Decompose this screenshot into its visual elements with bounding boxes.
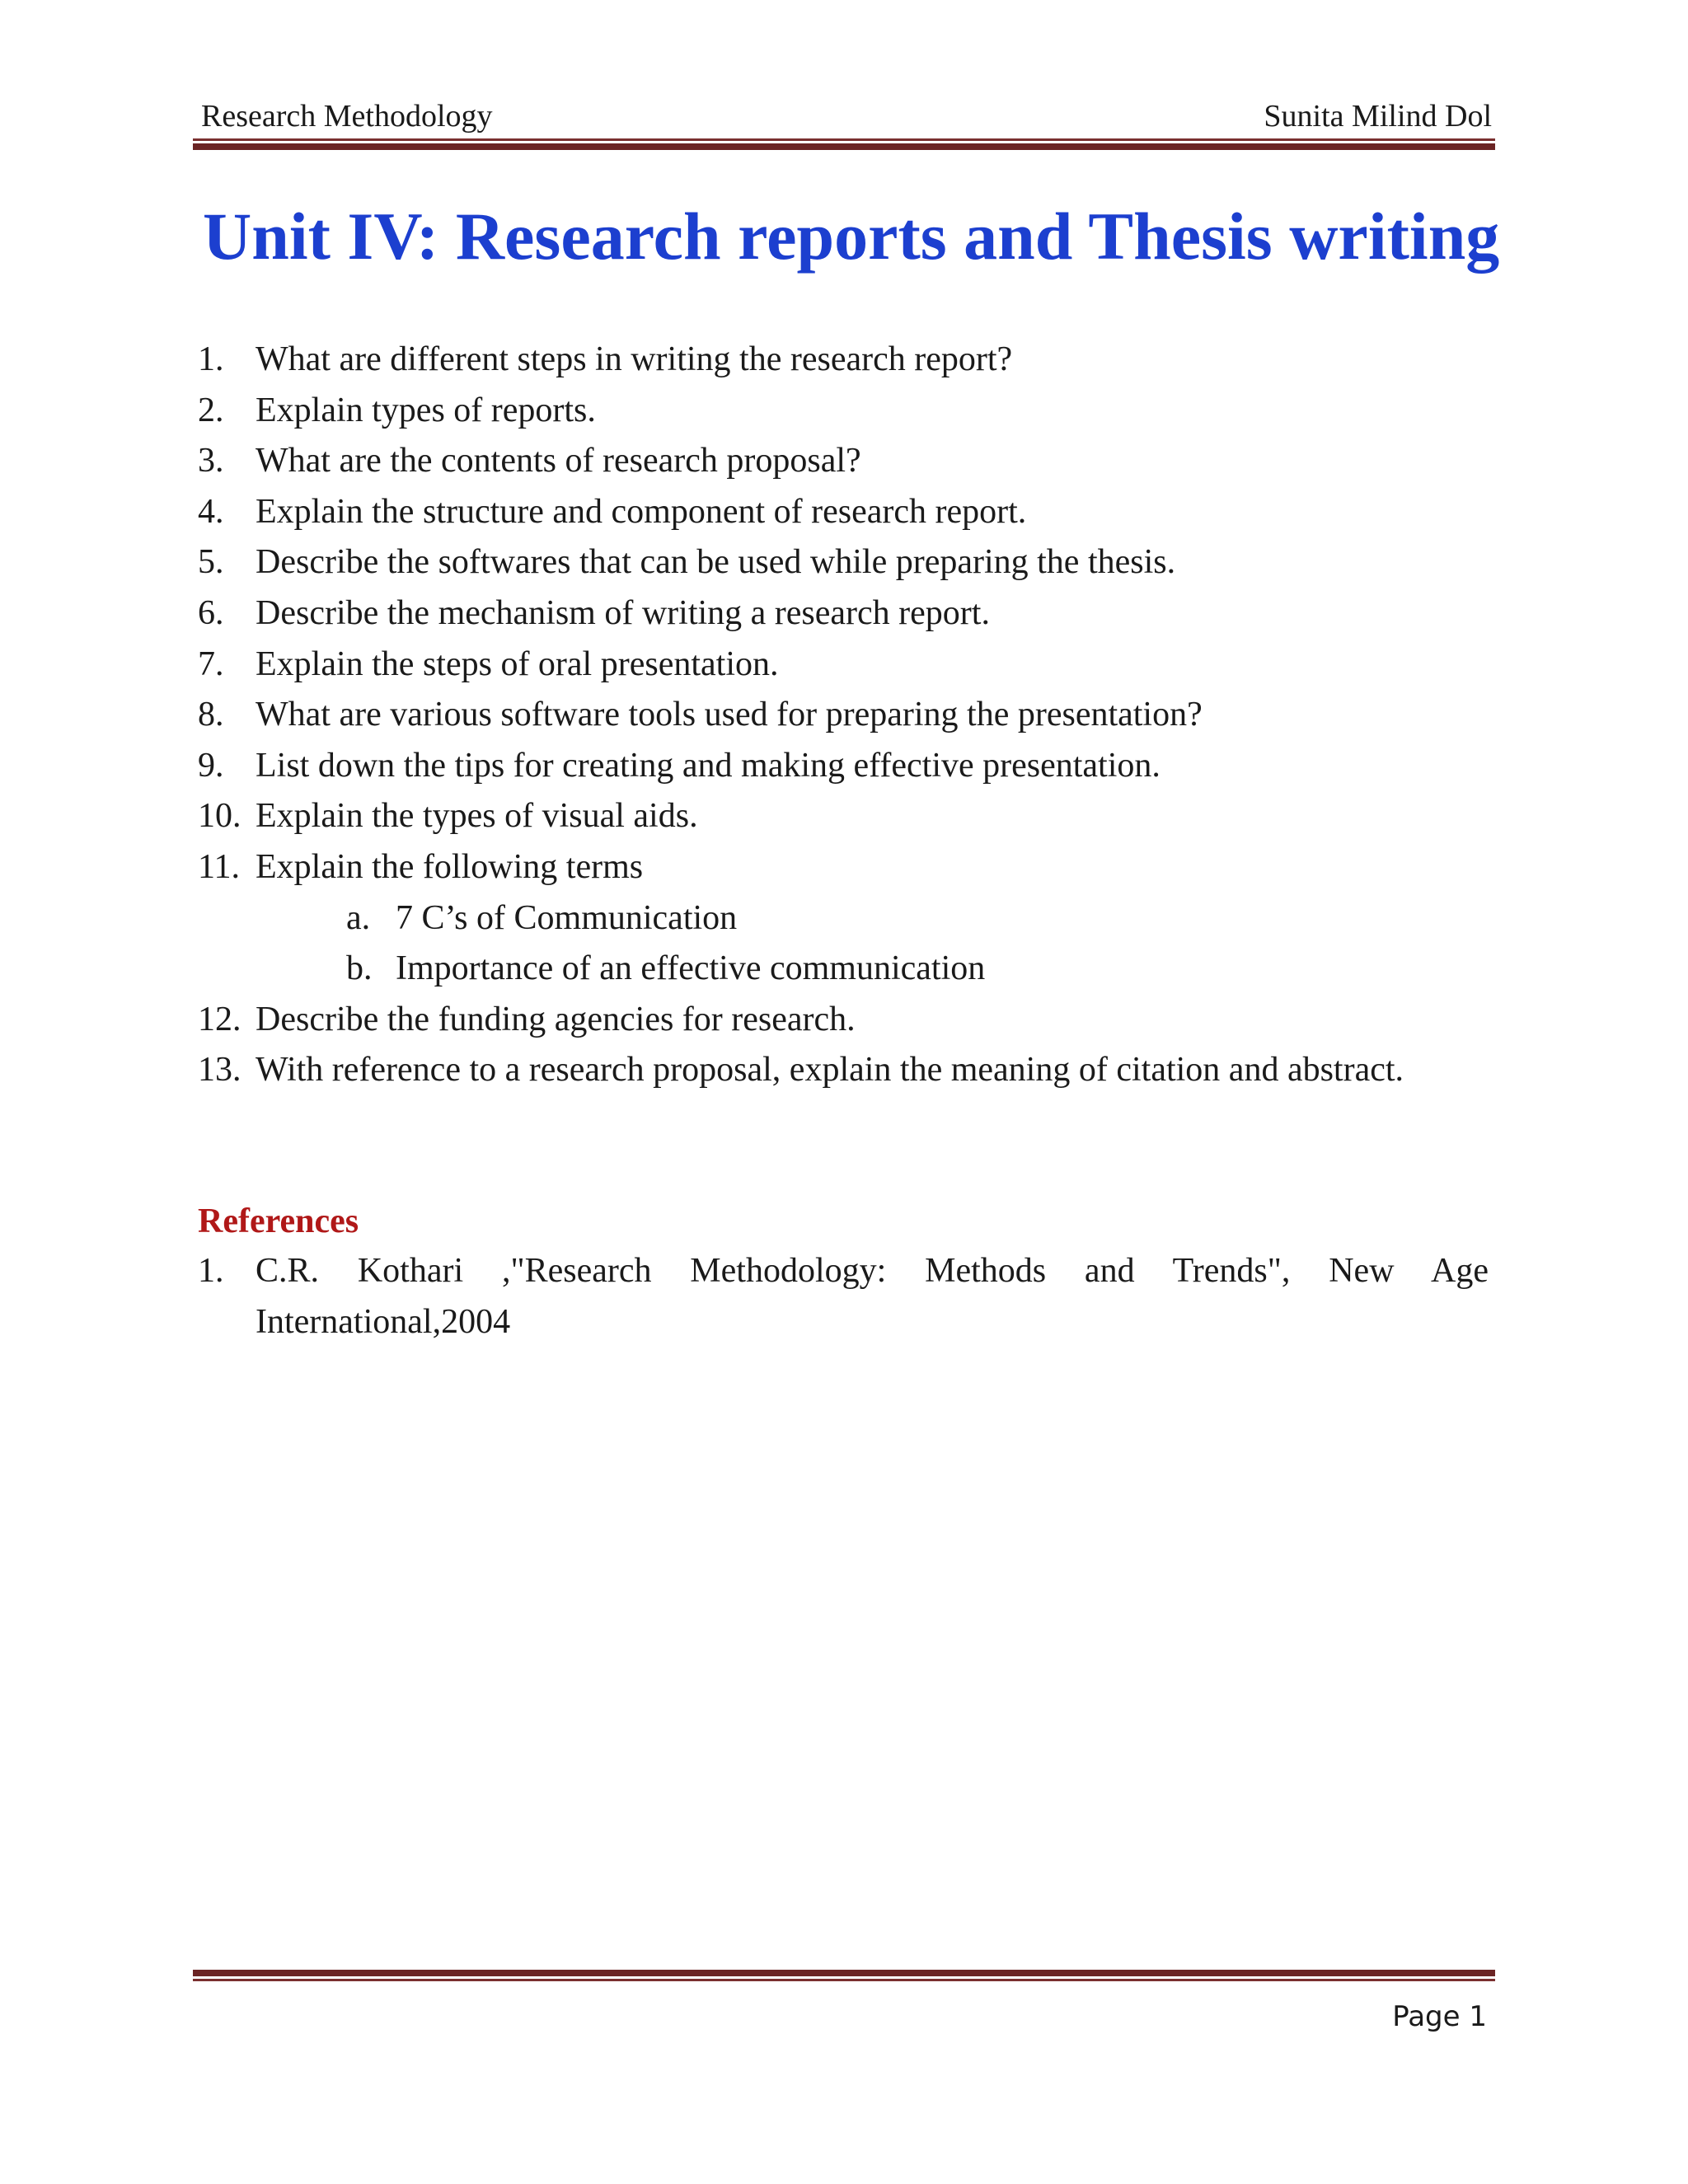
sub-list-item: [198, 893, 1500, 944]
reference-item: [198, 1246, 1489, 1347]
list-number: 12.: [198, 1000, 241, 1038]
list-text: Describe the softwares that can be used while preparing the thesis.: [256, 543, 1176, 582]
sub-list-letter: a.: [346, 898, 371, 937]
list-number: 4.: [198, 492, 224, 531]
header-author: Sunita Milind Dol: [1264, 99, 1492, 134]
list-text: Explain the following terms: [256, 847, 644, 886]
list-text: Describe the funding agencies for research.: [256, 1000, 856, 1038]
sub-list-text: Importance of an effective communication: [396, 949, 986, 988]
reference-text: C.R. Kothari ,"Research Methodology: Methods and Trends", New Age International,2004: [256, 1252, 1489, 1341]
list-number: 6.: [198, 593, 224, 632]
question-list: [198, 335, 1500, 1096]
list-item: [198, 791, 1500, 842]
list-item: [198, 640, 1500, 691]
page-header: [201, 96, 1492, 137]
list-item: [198, 690, 1500, 741]
list-item: [198, 386, 1500, 437]
header-rule-thin: [193, 138, 1495, 141]
list-item: [198, 1045, 1467, 1096]
list-item: [198, 995, 1500, 1046]
list-number: 8.: [198, 696, 224, 734]
footer-rule-thin: [193, 1979, 1495, 1981]
list-text: What are various software tools used for preparing the presentation?: [256, 696, 1203, 734]
list-number: 5.: [198, 543, 224, 582]
list-number: 9.: [198, 746, 224, 785]
list-text: Explain types of reports.: [256, 391, 596, 429]
list-number: 2.: [198, 391, 224, 429]
list-text: With reference to a research proposal, explain the meaning of citation and abstract.: [256, 1051, 1404, 1090]
list-item: [198, 537, 1500, 588]
sub-list-item: [198, 944, 1500, 995]
reference-number: 1.: [198, 1252, 224, 1290]
list-item: [198, 436, 1500, 487]
list-number: 13.: [198, 1051, 241, 1090]
list-number: 7.: [198, 644, 224, 683]
references-heading: References: [198, 1202, 359, 1240]
page-number: Page 1: [1392, 2000, 1487, 2033]
footer-rule-thick: [193, 1970, 1495, 1976]
list-number: 10.: [198, 797, 241, 836]
list-text: Explain the steps of oral presentation.: [256, 644, 779, 683]
header-course-title: Research Methodology: [201, 99, 493, 134]
sub-list-letter: b.: [346, 949, 373, 988]
list-text: What are the contents of research proposal?: [256, 442, 861, 480]
list-item: [198, 842, 1500, 893]
header-rule-thick: [193, 143, 1495, 150]
list-item: [198, 588, 1500, 640]
list-text: Describe the mechanism of writing a research report.: [256, 593, 990, 632]
list-text: List down the tips for creating and making effective presentation.: [256, 746, 1160, 785]
list-item: [198, 741, 1500, 792]
list-number: 1.: [198, 340, 224, 378]
list-number: 11.: [198, 847, 240, 886]
sub-list-text: 7 C’s of Communication: [396, 898, 738, 937]
list-item: [198, 335, 1500, 386]
list-text: Explain the structure and component of research report.: [256, 492, 1027, 531]
list-text: What are different steps in writing the research report?: [256, 340, 1013, 378]
page-title: Unit IV: Research reports and Thesis writing: [203, 199, 1500, 274]
list-text: Explain the types of visual aids.: [256, 797, 698, 836]
list-number: 3.: [198, 442, 224, 480]
list-item: [198, 487, 1500, 538]
